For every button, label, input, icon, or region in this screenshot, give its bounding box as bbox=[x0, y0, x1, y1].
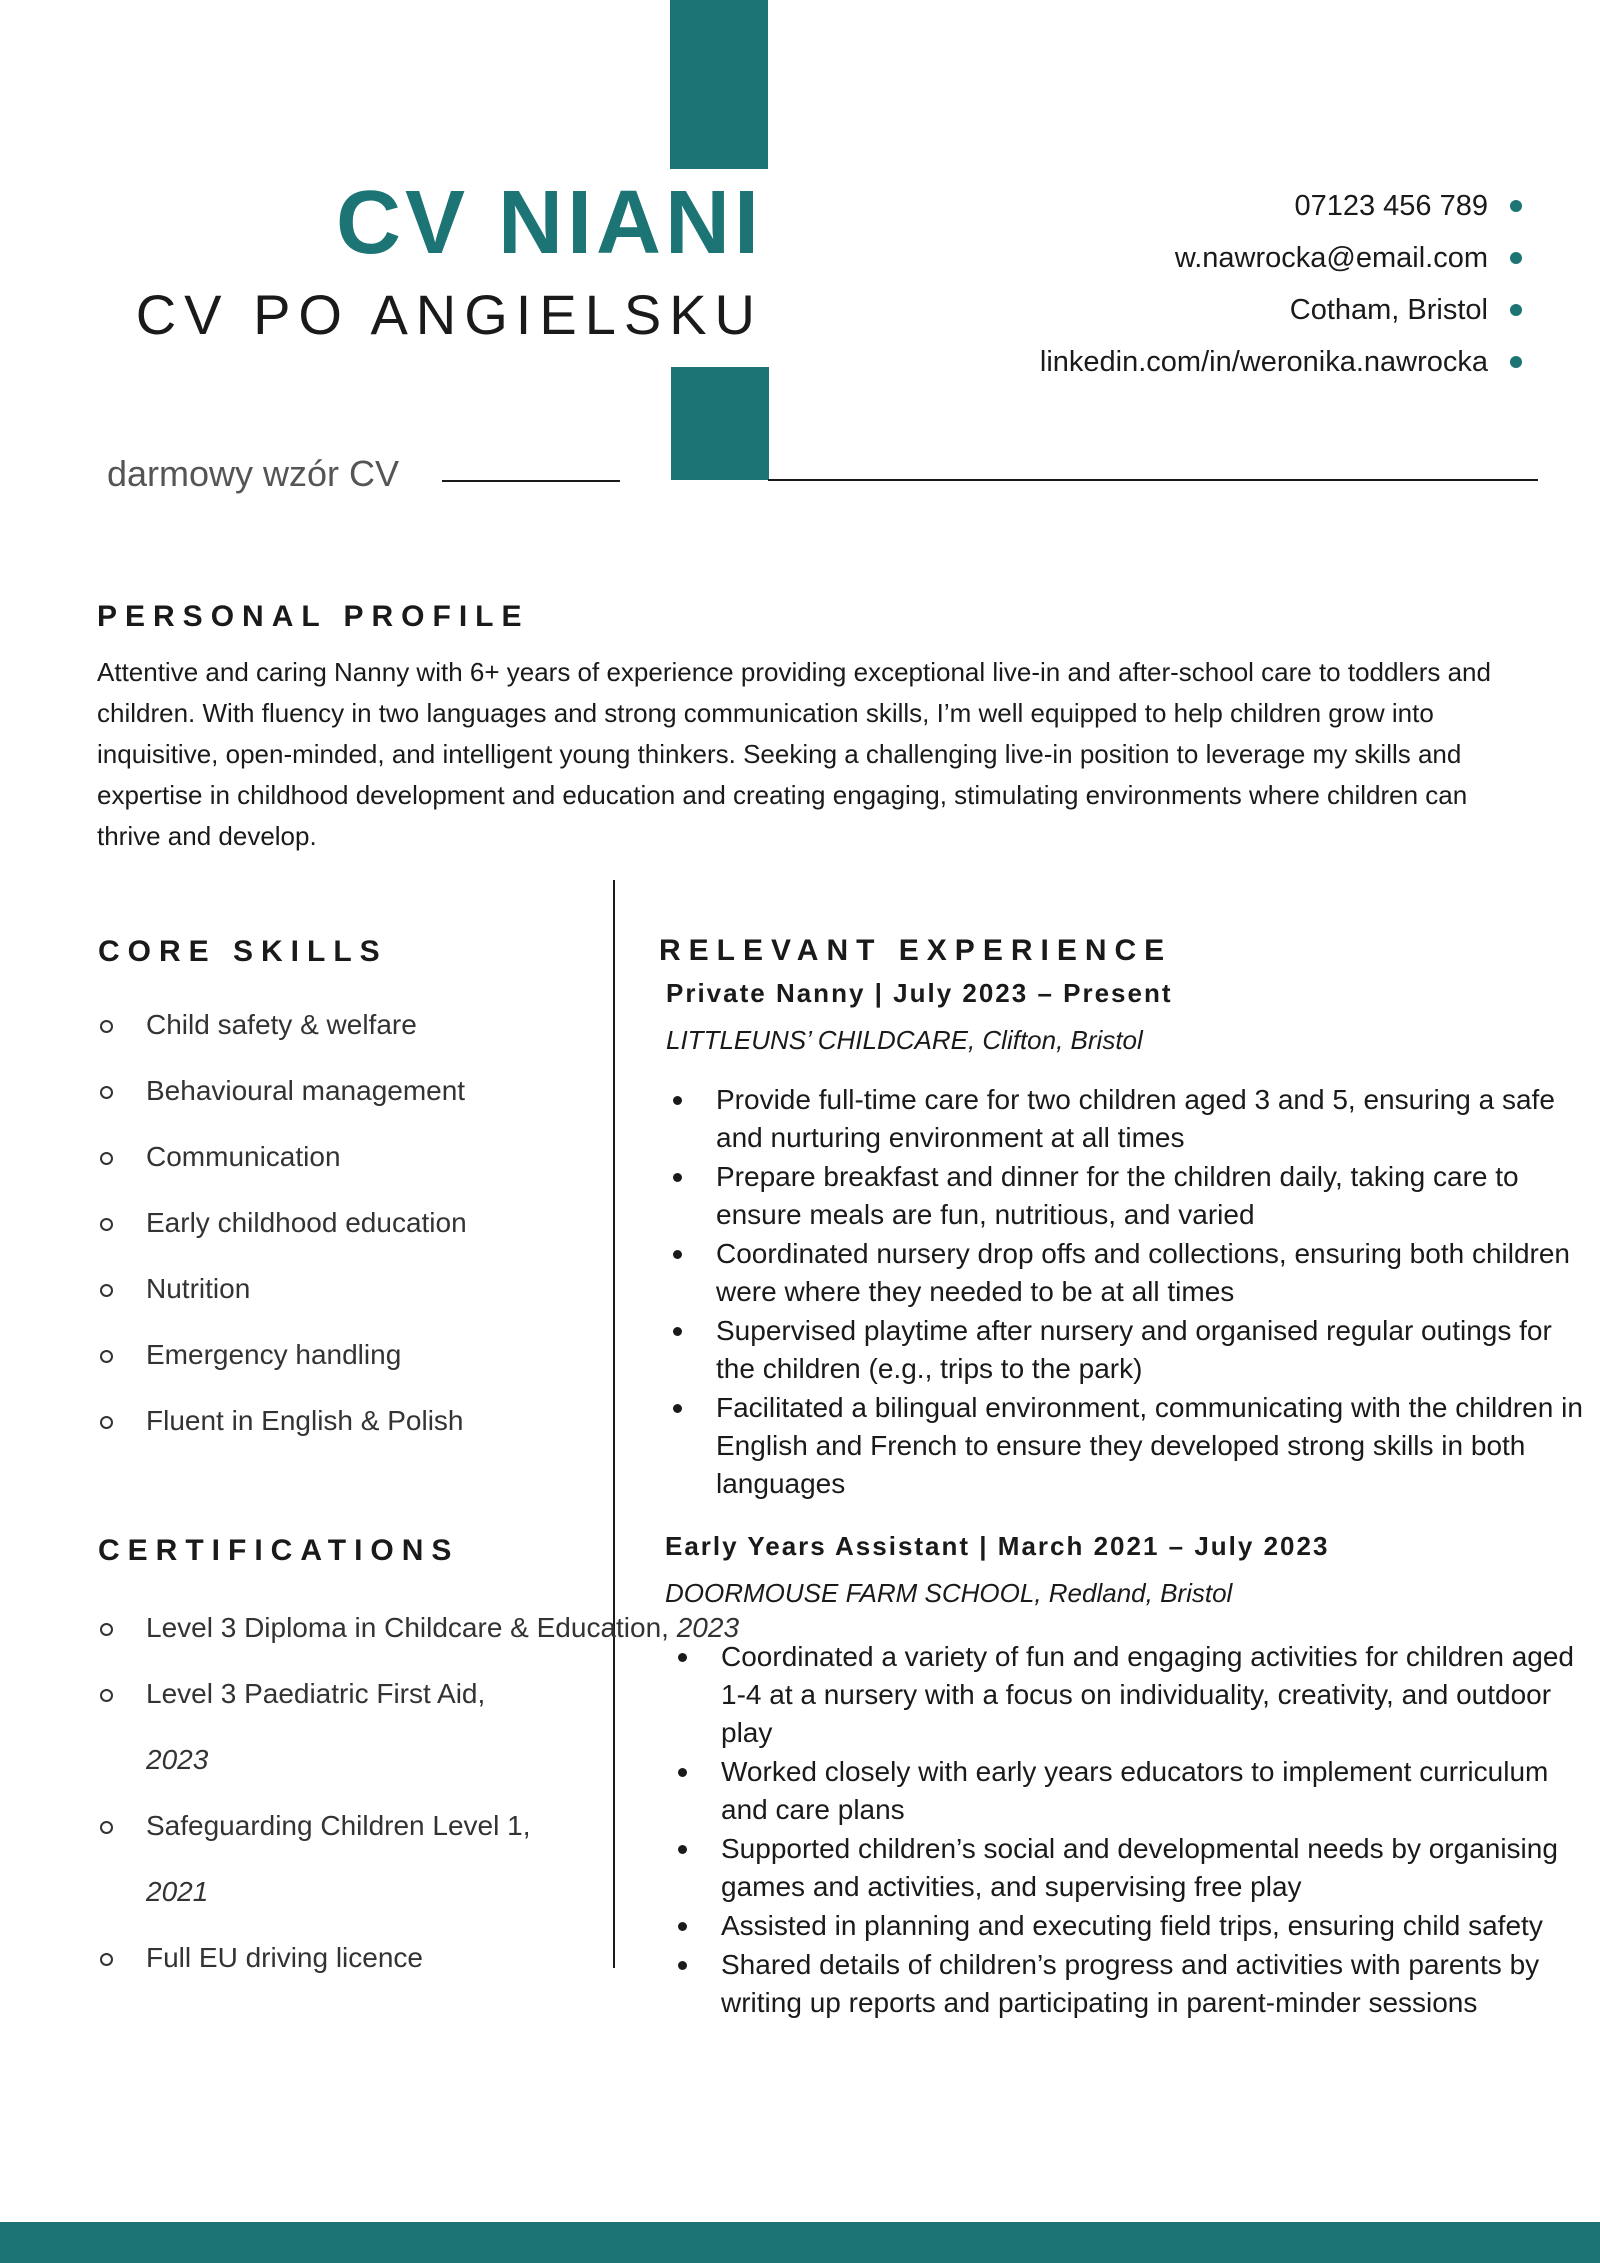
bullet-dot-icon bbox=[678, 1768, 687, 1777]
bullet-text: Assisted in planning and executing field trips, ensuring child safety bbox=[721, 1910, 1543, 1941]
certifications-list bbox=[97, 1595, 740, 1991]
circle-bullet-icon bbox=[100, 1020, 113, 1033]
list-item bbox=[97, 1058, 467, 1124]
contact-phone bbox=[1040, 180, 1490, 232]
bullet-dot-icon bbox=[1510, 252, 1522, 264]
certifications-heading: CERTIFICATIONS bbox=[98, 1534, 460, 1567]
contact-phone-text: 07123 456 789 bbox=[1294, 189, 1488, 222]
list-item bbox=[670, 1830, 1590, 1906]
list-item bbox=[670, 1753, 1590, 1829]
list-item bbox=[665, 1235, 1585, 1311]
job-company: LITTLEUNS’ CHILDCARE, Clifton, Bristol bbox=[666, 1025, 1143, 1055]
contact-location-text: Cotham, Bristol bbox=[1289, 293, 1488, 326]
experience-heading: RELEVANT EXPERIENCE bbox=[659, 934, 1173, 967]
list-item bbox=[665, 1312, 1585, 1388]
skill-text: Early childhood education bbox=[146, 1207, 467, 1238]
circle-bullet-icon bbox=[100, 1284, 113, 1297]
bullet-dot-icon bbox=[673, 1327, 682, 1336]
circle-bullet-icon bbox=[100, 1416, 113, 1429]
contact-linkedin[interactable] bbox=[1040, 336, 1490, 388]
circle-bullet-icon bbox=[100, 1821, 113, 1834]
bullet-dot-icon bbox=[678, 1845, 687, 1854]
profile-heading: PERSONAL PROFILE bbox=[97, 600, 530, 633]
list-item bbox=[665, 1389, 1585, 1503]
header-accent-bottom bbox=[671, 367, 769, 480]
cert-text: Level 3 Paediatric First Aid, bbox=[146, 1678, 486, 1709]
profile-text: Attentive and caring Nanny with 6+ years of experience providing exceptional live-in and after-school care to toddlers and children. With fluency in two languages and strong communication skills, I’m well equipped to help children grow into inquisitive, open-minded, and intelligent young thinkers. Seeking a challenging live-in position to leverage my skills and expertise in childhood development and education and creating engaging, stimulating environments where children can thrive and develop. bbox=[97, 657, 1491, 851]
tagline-divider bbox=[442, 480, 620, 482]
skill-text: Nutrition bbox=[146, 1273, 251, 1304]
contact-email-text[interactable]: w.nawrocka@email.com bbox=[1174, 241, 1488, 274]
bullet-dot-icon bbox=[1510, 356, 1522, 368]
job-title: Early Years Assistant | March 2021 – July 2023 bbox=[665, 1531, 1330, 1561]
job-company: DOORMOUSE FARM SCHOOL, Redland, Bristol bbox=[665, 1578, 1233, 1608]
skill-text: Child safety & welfare bbox=[146, 1009, 417, 1040]
bullet-text: Coordinated nursery drop offs and collections, ensuring both children were where they needed to be at all times bbox=[716, 1238, 1570, 1307]
cert-year: 2023 bbox=[676, 1612, 740, 1643]
skill-text: Fluent in English & Polish bbox=[146, 1405, 464, 1436]
skills-list bbox=[97, 992, 467, 1454]
bullet-text: Shared details of children’s progress and activities with parents by writing up reports and participating in parent-minder sessions bbox=[721, 1949, 1540, 2018]
tagline: darmowy wzór CV bbox=[107, 453, 400, 494]
page-title: CV NIANI bbox=[335, 173, 763, 273]
list-item bbox=[97, 1388, 467, 1454]
bullet-text: Prepare breakfast and dinner for the children daily, taking care to ensure meals are fun, nutritious, and varied bbox=[716, 1161, 1519, 1230]
bullet-dot-icon bbox=[678, 1922, 687, 1931]
page-subtitle: CV PO ANGIELSKU bbox=[135, 283, 763, 346]
list-item bbox=[97, 1256, 467, 1322]
list-item bbox=[670, 1907, 1590, 1945]
job-bullets bbox=[670, 1638, 1590, 2023]
list-item bbox=[665, 1158, 1585, 1234]
circle-bullet-icon bbox=[100, 1218, 113, 1231]
cert-text: Safeguarding Children Level 1, bbox=[146, 1810, 531, 1841]
bullet-dot-icon bbox=[673, 1096, 682, 1105]
circle-bullet-icon bbox=[100, 1623, 113, 1636]
list-item bbox=[97, 1595, 740, 1661]
bullet-dot-icon bbox=[678, 1653, 687, 1662]
cert-text: Full EU driving licence bbox=[146, 1942, 423, 1973]
list-item bbox=[97, 1661, 616, 1793]
header-divider bbox=[768, 479, 1538, 481]
contact-list bbox=[1040, 180, 1490, 388]
header-accent-top bbox=[670, 0, 768, 169]
bullet-text: Facilitated a bilingual environment, communicating with the children in English and French to ensure they developed strong skills in both languages bbox=[716, 1392, 1583, 1499]
list-item bbox=[665, 1081, 1585, 1157]
list-item bbox=[97, 992, 467, 1058]
contact-location bbox=[1040, 284, 1490, 336]
circle-bullet-icon bbox=[100, 1953, 113, 1966]
list-item bbox=[97, 1322, 467, 1388]
skill-text: Communication bbox=[146, 1141, 341, 1172]
list-item bbox=[97, 1793, 616, 1925]
job-title: Private Nanny | July 2023 – Present bbox=[666, 978, 1173, 1008]
bullet-dot-icon bbox=[673, 1404, 682, 1413]
bullet-text: Coordinated a variety of fun and engaging activities for children aged 1-4 at a nursery with a focus on individuality, creativity, and outdoor play bbox=[721, 1641, 1574, 1748]
footer-bar bbox=[0, 2222, 1600, 2263]
bullet-dot-icon bbox=[1510, 304, 1522, 316]
circle-bullet-icon bbox=[100, 1350, 113, 1363]
list-item bbox=[97, 1925, 616, 1991]
bullet-text: Worked closely with early years educators to implement curriculum and care plans bbox=[721, 1756, 1549, 1825]
bullet-text: Provide full-time care for two children aged 3 and 5, ensuring a safe and nurturing environment at all times bbox=[716, 1084, 1555, 1153]
list-item bbox=[670, 1638, 1590, 1752]
cert-text: Level 3 Diploma in Childcare & Education, bbox=[146, 1612, 669, 1643]
circle-bullet-icon bbox=[100, 1152, 113, 1165]
skills-heading: CORE SKILLS bbox=[98, 935, 388, 968]
job-bullets bbox=[665, 1081, 1585, 1504]
bullet-dot-icon bbox=[673, 1250, 682, 1259]
bullet-dot-icon bbox=[673, 1173, 682, 1182]
skill-text: Behavioural management bbox=[146, 1075, 466, 1106]
contact-linkedin-text[interactable]: linkedin.com/in/weronika.nawrocka bbox=[1039, 345, 1488, 378]
bullet-dot-icon bbox=[678, 1961, 687, 1970]
bullet-text: Supervised playtime after nursery and organised regular outings for the children (e.g., trips to the park) bbox=[716, 1315, 1552, 1384]
circle-bullet-icon bbox=[100, 1086, 113, 1099]
contact-email[interactable] bbox=[1040, 232, 1490, 284]
list-item bbox=[97, 1190, 467, 1256]
cert-year: 2021 bbox=[146, 1876, 209, 1907]
skill-text: Emergency handling bbox=[146, 1339, 402, 1370]
list-item bbox=[670, 1946, 1590, 2022]
cert-year: 2023 bbox=[146, 1744, 209, 1775]
bullet-dot-icon bbox=[1510, 200, 1522, 212]
bullet-text: Supported children’s social and developmental needs by organising games and activities, and supervising free play bbox=[721, 1833, 1558, 1902]
circle-bullet-icon bbox=[100, 1689, 113, 1702]
list-item bbox=[97, 1124, 467, 1190]
